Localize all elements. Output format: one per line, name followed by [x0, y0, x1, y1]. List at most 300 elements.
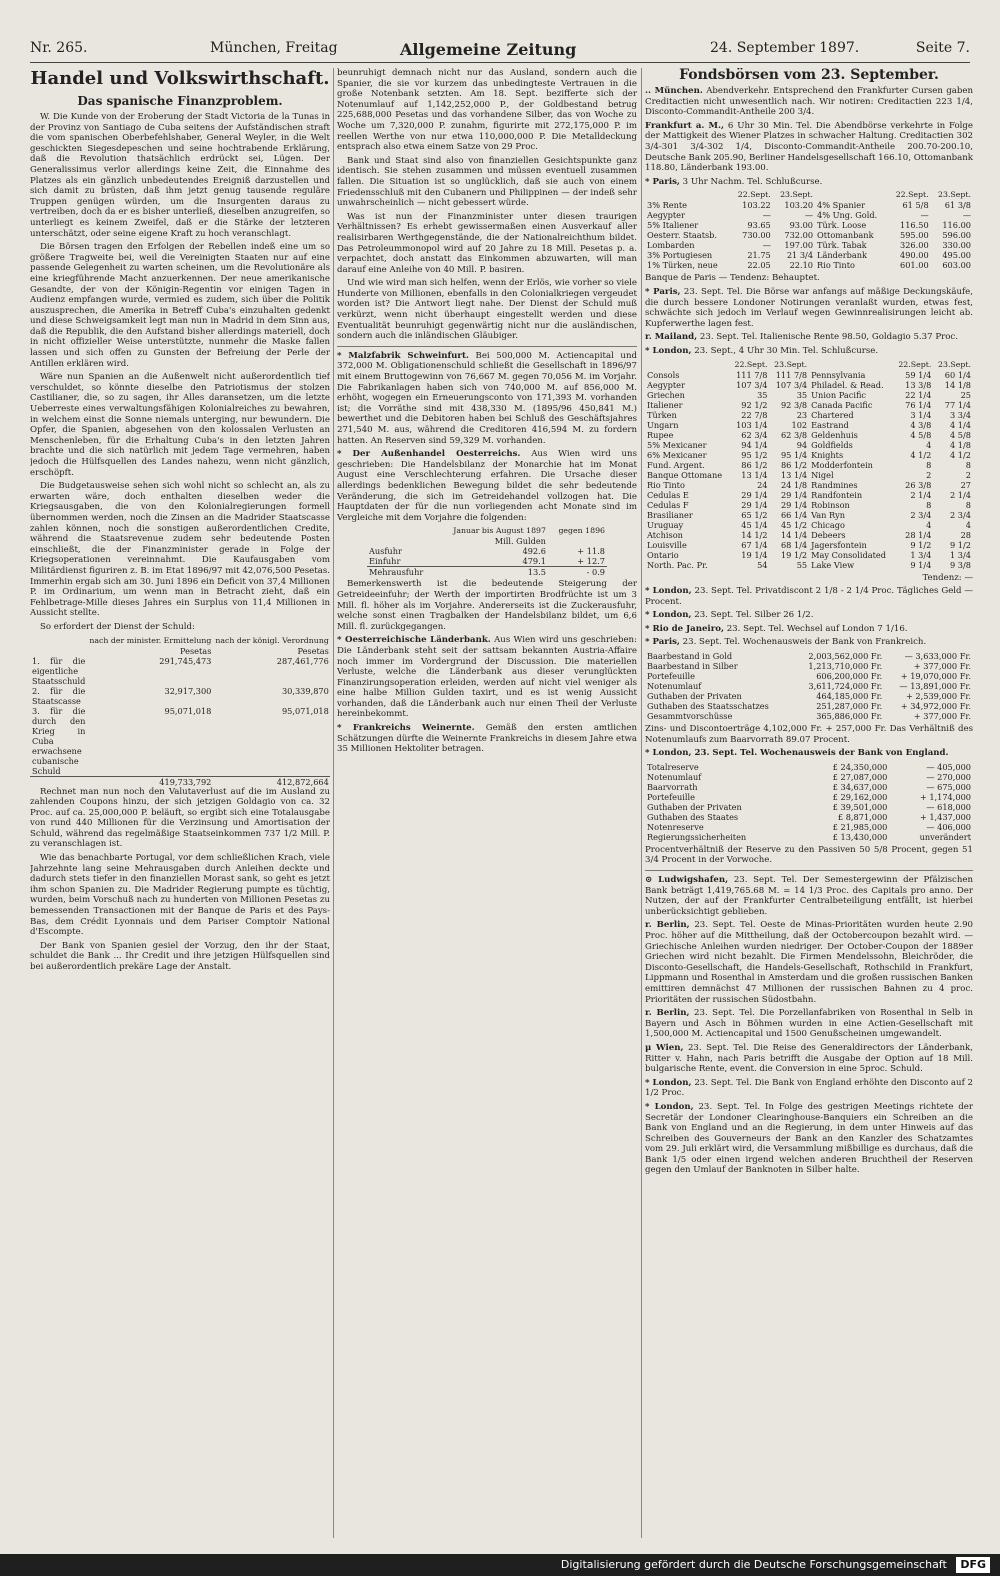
table-cell: 95 1/2	[741, 449, 768, 460]
table-cell: 22 1/4	[905, 389, 932, 400]
table-cell: 45 1/4	[741, 519, 768, 530]
market-report: * London, 23. Sept. Tel. Silber 26 1/2.	[645, 610, 814, 621]
table-cell: Türk. Loose	[817, 220, 867, 231]
table-row	[645, 772, 973, 782]
table-total: 419,733,792 412,872,664	[30, 776, 330, 787]
table-cell: 68 1/4	[780, 539, 808, 550]
table-cell: £ 24,350,000	[832, 761, 888, 772]
table-cell: Italiener	[647, 399, 683, 410]
footer-text: Digitalisierung gefördert durch die Deutsche Forschungsgemeinschaft	[560, 1558, 947, 1571]
newspaper-title: Allgemeine Zeitung	[400, 40, 577, 59]
paris-rates-table	[645, 190, 973, 270]
table-cell: 197.00	[784, 240, 814, 251]
trade-table: Januar bis August 1897 gegen 1896 Mill. Gulden Ausfuhr 492.6 + 11.8 Einfuhr 479.1 + 12.7 Mehrausfuhr 13.5 - 0.9	[369, 526, 605, 578]
table-cell: 2 3/4	[910, 509, 932, 520]
market-report: * Rio de Janeiro, 23. Sept. Tel. Wechsel auf London 7 1/16.	[645, 623, 908, 634]
table-cell: 2 1/4	[910, 489, 932, 500]
table-row: 3. für die durch den Krieg in Cuba erwachsene cubanische Schuld 95,071,018 95,071,018	[32, 705, 329, 776]
table-row	[645, 540, 973, 550]
table-row	[645, 661, 973, 671]
table-cell: —	[920, 210, 929, 221]
market-report: r. Mailand, 23. Sept. Tel. Italienische Rente 98.50, Goldagio 5.37 Proc.	[645, 332, 958, 343]
table-row	[645, 560, 973, 570]
table-row: Mehrausfuhr 13.5 - 0.9	[369, 567, 605, 578]
table-cell: Notenumlauf	[647, 681, 702, 692]
table-cell: Knights	[811, 449, 844, 460]
table-cell: 111 7/8	[736, 369, 768, 380]
table-cell: 67 1/4	[741, 539, 768, 550]
table-cell: — 405,000	[926, 761, 971, 772]
table-cell: 60 1/4	[944, 369, 971, 380]
table-cell: 8	[965, 459, 971, 470]
table-cell: + 1,437,000	[919, 811, 971, 822]
table-cell: 102	[791, 419, 808, 430]
table-cell: Länderbank	[817, 250, 867, 261]
market-report: * Paris, 23. Sept. Tel. Wochenausweis der Bank von Frankreich.	[645, 637, 927, 648]
section-title: Handel und Volkswirthschaft.	[30, 68, 330, 89]
table-cell: Gesammtvorschüsse	[647, 711, 733, 722]
market-report: r. Berlin, 23. Sept. Tel. Oeste de Minas-Prioritäten wurden heute 2.90 Proc. höher auf die Mittheilung, daß der Octobercoupon bezahlt wird. — Griechische Anleihen wurden niedriger. Der October-Coupon der 1889er Griechen wird nicht bezahlt. Die Firmen Mendelssohn, Bleichröder, die Disconto-Gesellschaft, die Handels-Gesellschaft, Rothschild in Frankfurt, Lippmann und Rosenthal in Amsterdam und die großen russischen Banken emittiren demnächst 47 Millionen der russischen Bahnen zu 4 proc. Prioritäten der russischen Südostbahn.	[645, 920, 973, 1005]
table-cell: — 13,891,000 Fr.	[899, 681, 971, 692]
table-row	[645, 410, 973, 420]
table-cell: 2	[926, 469, 932, 480]
table-cell: Guthaben der Privaten	[647, 801, 742, 812]
table-cell: 45 1/2	[780, 519, 808, 530]
table-cell: 251,287,000 Fr.	[816, 701, 883, 712]
table-cell: Cedulas E	[647, 489, 689, 500]
table-cell: 9 1/4	[910, 559, 932, 570]
table-cell: Banque Ottomane	[647, 469, 723, 480]
table-cell: 103.20	[784, 200, 814, 211]
table-cell: + 2,539,000 Fr.	[905, 691, 971, 702]
table-cell: Debeers	[811, 529, 846, 540]
table-cell: unverändert	[919, 831, 971, 842]
table-cell: Guthaben des Staates	[647, 811, 739, 822]
table-cell: £ 29,162,000	[832, 791, 888, 802]
table-cell: Ungarn	[647, 419, 679, 430]
table-cell: 4% Spanier	[817, 200, 866, 211]
paragraph: Die Budgetausweise sehen sich wohl nicht so schlecht an, als zu erwarten wäre, doch enthalten dieselben weder die Kriegsausgaben, die von den Kolonialregierungen formell übernommen werden, noch die Zinsen an die Madrider Staatscasse zahlen können, noch die sonstigen außerordentlichen Credite, während die Staatsrevenue zudem sehr bedeutende Posten einschließt, die der Finanzminister gerade in Folge der Kriegsoperationen vereinnahmt. Die Kaufausgaben vom Militärdienst figuriren z. B. im Etat 1896/97 mit 42,076,500 Pesetas. Immerhin ergab sich am 30. Juni 1896 ein Deficit von 37,4 Millionen P. im Ordinarium, um wenn man in Betracht zieht, daß ein Fehlbetrage-Mille dieses Jahres ein Surplus von 11,4 Millionen in Aussicht stellte.	[30, 481, 330, 619]
table-header: 23.Sept.	[774, 359, 808, 369]
table-row	[645, 220, 973, 230]
table-row	[645, 260, 973, 270]
city-date: München, Freitag	[210, 40, 338, 56]
header-rule	[30, 62, 970, 63]
table-cell: Union Pacific	[811, 389, 867, 400]
table-cell: Fund. Argent.	[647, 459, 705, 470]
table-cell: —	[962, 210, 971, 221]
table-cell: 595.00	[900, 230, 929, 241]
paragraph: Die Börsen tragen den Erfolgen der Rebellen indeß eine um so größere Tragweite bei, weil die Vereinigten Staaten nur auf eine passende Gelegenheit zu warten scheinen, um die Revolutionäre als eine kriegführende Macht anzuerkennen. Der neue amerikanische Gesandte, der von der Königin-Regentin vor einigen Tagen in Audienz empfangen wurde, vermied es zudem, sich über die Politik auszusprechen, die Amerika in Betreff Cuba's einzuhalten gedenkt und diese Schweigsamkeit legt man nun in Madrid in dem Sinn aus, daß die Republik, die den Aufstand bisher allerdings materiell, doch in nicht offizieller Weise unterstützte, nunmehr die Maske fallen lassen und sich offen zu Gunsten der Befreiung der Perle der Antillen erklären wird.	[30, 242, 330, 369]
article-title: Das spanische Finanzproblem.	[77, 94, 283, 108]
table-cell: Totalreserve	[647, 761, 699, 772]
table-cell: 13 1/4	[741, 469, 768, 480]
paragraph: Wäre nun Spanien an die Außenwelt nicht außerordentlich tief verschuldet, so könnte dieselbe den Patriotismus der stolzen Castilianer, die, so zu sagen, ihr Alles daransetzen, um die letzte Ueberreste eines verwaltungsfähigen Kolonialreiches zu bewahren, in welchem einst die Sonne niemals unterging, nur bewundern. Die Opfer, die Spanien, abgesehen von den kolossalen Verlusten an Menschenleben, für die Erhaltung Cuba's in den letzten Jahren brachte und die sich natürlich mit jedem Tage vermehren, haben jedoch die Hülfsquellen des Landes nahezu, wenn nicht gänzlich, erschöpft.	[30, 372, 330, 478]
table-row	[645, 380, 973, 390]
table-cell: Lake View	[811, 559, 855, 570]
column-rule	[641, 68, 642, 1538]
table-row	[645, 480, 973, 490]
paragraph: Der Bank von Spanien gesiel der Vorzug, den ihr der Staat, schuldet die Bank ... Ihr Credit und ihre jetzigen Hülfsquellen sind bei außerordentlich prekäre Lage der Anstalt.	[30, 940, 330, 972]
table-cell: Türk. Tabak	[817, 240, 867, 251]
paragraph: beunruhigt demnach nicht nur das Ausland, sondern auch die Spanier, die sie vor kurzem das unbedingteste Vertrauen in die große Notenbank setzten. Am 18. Sept. bezifferte sich der Notenumlauf auf 1,142,252,000 P., der Goldbestand betrug 225,688,000 Pesetas und das vorhandene Silber, das von Woche zu Woche um 7,320,000 P. zunahm, figurirte mit 272,175,000 P. im reellen Werthe von nur etwa 110,000,000 P. Die Metalldeckung entsprach also etwa einem Satze von 29 Proc.	[337, 68, 637, 153]
table-cell: 3% Portugiesen	[647, 250, 713, 261]
table-cell: Oesterr. Staatsb.	[647, 230, 718, 241]
stock-exchange-title: Fondsbörsen vom 23. September.	[679, 68, 939, 83]
table-cell: 77 1/4	[944, 399, 971, 410]
table-cell: Chicago	[811, 519, 845, 530]
table-cell: Uruguay	[647, 519, 684, 530]
news-note: * Frankreichs Weinernte. Gemäß den ersten amtlichen Schätzungen dürfte die Weinernte Frankreichs in diesem Jahre etwa 35 Millionen Hektoliter betragen.	[337, 723, 637, 755]
table-cell: 61 3/8	[944, 200, 971, 211]
table-row	[645, 470, 973, 480]
market-report: * Paris, 3 Uhr Nachm. Tel. Schlußcurse.	[645, 176, 823, 187]
table-cell: Guthaben der Privaten	[647, 691, 742, 702]
table-cell: 35	[796, 389, 808, 400]
table-cell: 8	[926, 499, 932, 510]
table-cell: Louisville	[647, 539, 687, 550]
table-cell: Aegypter	[647, 210, 685, 221]
table-cell: 606,200,000 Fr.	[816, 671, 883, 682]
market-report: * Paris, 23. Sept. Tel. Die Börse war anfangs auf mäßige Deckungskäufe, die durch bessere Londoner Notirungen veranlaßt wurden, etwas fest, schwächte sich jedoch im Verlauf wegen Gewinnrealisirungen leicht ab. Kupferwerthe lagen fest.	[645, 286, 973, 329]
table-cell: 464,185,000 Fr.	[816, 691, 883, 702]
table-cell: 21.75	[747, 250, 771, 261]
table-cell: 3,611,724,000 Fr.	[808, 681, 883, 692]
paragraph: Wie das benachbarte Portugal, vor dem schließlichen Krach, viele Jahrzehnte lang seine Mehrausgaben durch Anleihen deckte und dadurch stets tiefer in den finanziellen Morast sank, so geht es jetzt ihm schon Spanien zu. Die Madrider Regierung pumpte es tüchtig, wurden, beim Vorschuß nach zu hunderten von Millionen Pesetas zu bemessenden Transactionen mit der Banque de Paris et des Pays-Bas, dem Crédit Lyonnais und dem Pariser Comptoir National d'Escompte.	[30, 853, 330, 938]
table-cell: 28	[960, 529, 971, 540]
table-cell: 59 1/4	[905, 369, 932, 380]
paragraph: Was ist nun der Finanzminister unter diesen traurigen Verhältnissen? Es erhebt gewissermaßen einen Ausverkauf aller realisirbaren Werthgegenstände, die der Nationalreichthum bildet. Das Petroleummonopol wird auf 20 Jahre zu 18 Mill. Pesetas p. a. verpachtet, doch anstatt das Einkommen abzuwarten, will man darauf eine Anleihe von 40 Mill. P. basiren.	[337, 211, 637, 275]
table-row	[645, 782, 973, 792]
table-row	[645, 430, 973, 440]
table-cell: 8	[965, 499, 971, 510]
table-cell: 3 1/4	[910, 409, 932, 420]
table-cell: 22.05	[747, 260, 771, 271]
paragraph: W. Die Kunde von der Eroberung der Stadt Victoria de la Tunas in der Provinz von Santiago de Cuba seitens der Aufständischen straft die vom spanischen Oberbefehlshaber, General Weyler, in die Welt geschickten Siegesdepeschen und seine hochtrabende Erklärung, daß die Revolution thatsächlich erdrückt sei, Lügen. Der Generalissimus verlor allerdings keine Zeit, die Einnahme des Platzes als ein gänzlich unbedeutendes Ereigniß darzustellen und sich damit zu brüsten, daß ihm jetzt genug tausende reguläre Truppen genügen würden, um die Insurgenten daraus zu vertreiben, doch da er es bisher unterließ, dieselben anzugreifen, so unterliegt es keinem Zweifel, daß er die Stärke der letzteren unterschätzt, oder seine eigene Kraft zu hoch veranschlagt.	[30, 112, 330, 239]
market-report: * London, 23. Sept., 4 Uhr 30 Min. Tel. Schlußcurse.	[645, 345, 879, 356]
table-row	[645, 550, 973, 560]
table-cell: 19 1/4	[741, 549, 768, 560]
table-cell: 14 1/4	[780, 529, 808, 540]
table-cell: £ 27,087,000	[832, 771, 888, 782]
table-cell: Ontario	[647, 549, 679, 560]
table-header	[645, 190, 731, 200]
table-row	[645, 651, 973, 661]
table-cell: 14 1/2	[741, 529, 768, 540]
table-cell: 13 3/8	[905, 379, 932, 390]
news-note: * Malzfabrik Schweinfurt. Bei 500,000 M. Actiencapital und 372,000 M. Obligationenschuld schließt die Gesellschaft in 1896/97 mit einem Bruttogewinn von 76,667 M. gegen 70,056 M. im Vorjahr. Die Fabrikanlagen haben sich von 740,000 M. auf 856,000 M. erhöht, wogegen ein Erneuerungsconto von 171,393 M. vorhanden ist; die Vorräthe sind mit 438,330 M. (1895/96 450,841 M.) bewerthet und die Debitoren haben bei Schluß des Geschäftsjahres 271,540 M. aus, während die Creditoren 416,594 M. zu fordern hatten. An Reserven sind 59,329 M. vorhanden.	[337, 350, 637, 446]
table-header: nach der minister. Ermittelung	[89, 635, 212, 645]
table-cell: —	[762, 210, 771, 221]
table-note: Tendenz: —	[922, 572, 973, 583]
table-cell: Türken	[647, 409, 677, 420]
table-cell: 107 3/4	[736, 379, 768, 390]
table-cell: —	[804, 210, 814, 221]
table-header: 23.Sept.	[780, 190, 814, 200]
table-cell: — 270,000	[926, 771, 971, 782]
table-cell: 4	[926, 439, 932, 450]
table-cell: 8	[926, 459, 932, 470]
table-cell: 4 5/8	[950, 429, 971, 440]
table-cell: 2	[965, 469, 971, 480]
table-cell: Canada Pacific	[811, 399, 873, 410]
table-row: Ausfuhr 492.6 + 11.8	[369, 546, 605, 557]
table-header	[30, 636, 87, 646]
table-cell: Jagersfontein	[811, 539, 867, 550]
table-row	[645, 792, 973, 802]
table-row: 1. für die eigentliche Staatsschuld 291,745,473 287,461,776	[32, 655, 329, 686]
table-cell: Lombarden	[647, 240, 695, 251]
table-cell: 1 3/4	[910, 549, 932, 560]
table-cell: 86 1/2	[741, 459, 768, 470]
table-row	[645, 210, 973, 220]
table-cell: 103.22	[742, 200, 771, 211]
table-cell: 1% Türken, neue	[647, 260, 718, 271]
table-row	[645, 832, 973, 842]
table-cell: 92 1/2	[741, 399, 768, 410]
news-note: * Oesterreichische Länderbank. Aus Wien wird uns geschrieben: Die Länderbank steht seit der sattsam bekannten Austria-Affaire noch immer im Vordergrund der Discussion. Die materiellen Verluste, welche die Länderbank aus dieser verunglückten Finanzirungsoperation erleiden, werden auf nicht viel weniger als eine halbe Million Gulden taxirt, und es ist wenig Aussicht vorhanden, daß die Länderbank auch nur einen Theil der Verluste hereinbekommt.	[337, 635, 637, 720]
table-cell: 732.00	[784, 230, 814, 241]
table-cell: Geldenhuis	[811, 429, 858, 440]
table-cell: 730.00	[742, 230, 771, 241]
table-note: Zins- und Discontoerträge 4,102,000 Fr. + 257,000 Fr. Das Verhältniß des Notenumlaufs zum Baarvorrath 89.07 Procent.	[645, 724, 973, 745]
table-cell: 4 5/8	[910, 429, 932, 440]
table-cell: 2 1/4	[950, 489, 971, 500]
table-row	[645, 400, 973, 410]
table-cell: 27	[960, 479, 971, 490]
table-cell: 24	[757, 479, 768, 490]
table-cell: + 1,174,000	[919, 791, 971, 802]
table-unit: Pesetas	[297, 645, 329, 656]
news-note: * Der Außenhandel Oesterreichs. Aus Wien wird uns geschrieben: Die Handelsbilanz der Monarchie hat im Monat August eine Verschlechterung erfahren. Die Ursache dieser allerdings bedenklichen Bewegung bildet die sehr bedeutende Veränderung, die sich im Getreidehandel vollzogen hat. Die Hauptdaten der für die nun vorliegenden acht Monate sind im Vergleiche mit dem Vorjahre die folgenden:	[337, 449, 637, 523]
table-cell: 28 1/4	[905, 529, 932, 540]
table-cell: 4 3/8	[910, 419, 932, 430]
table-cell: 23	[796, 409, 808, 420]
table-cell: 330.00	[942, 240, 971, 251]
table-note: Banque de Paris — Tendenz: Behauptet.	[645, 273, 820, 284]
table-cell: 2 3/4	[950, 509, 971, 520]
table-row	[645, 230, 973, 240]
table-header	[815, 190, 888, 200]
table-cell: 603.00	[942, 260, 971, 271]
table-cell: £ 13,430,000	[832, 831, 888, 842]
table-cell: Notenreserve	[647, 821, 704, 832]
page-label: Seite 7.	[915, 40, 970, 56]
table-cell: 54	[757, 559, 768, 570]
table-cell: 1 3/4	[950, 549, 971, 560]
table-cell: Modderfontein	[811, 459, 873, 470]
table-cell: 601.00	[900, 260, 929, 271]
table-cell: Baarbestand in Silber	[647, 661, 738, 672]
column-2	[337, 68, 637, 1538]
table-cell: Chartered	[811, 409, 854, 420]
table-cell: 62 3/4	[741, 429, 768, 440]
bank-england-title: * London, 23. Sept. Tel. Wochenausweis der Bank von England.	[645, 748, 949, 759]
column-3	[645, 68, 973, 1538]
separator	[337, 346, 637, 347]
table-cell: Nigel	[811, 469, 834, 480]
table-cell: 86 1/2	[780, 459, 808, 470]
table-cell: 19 1/2	[780, 549, 808, 560]
table-cell: Cedulas F	[647, 499, 689, 510]
london-rates-table	[645, 360, 973, 570]
bank-england-table	[645, 762, 973, 842]
table-cell: 116.00	[942, 220, 971, 231]
table-cell: Portefeuille	[647, 671, 696, 682]
table-cell: Ottomanbank	[817, 230, 874, 241]
table-cell: + 377,000 Fr.	[913, 711, 971, 722]
table-cell: £ 8,871,000	[837, 811, 888, 822]
table-cell: 29 1/4	[780, 499, 808, 510]
table-cell: — 618,000	[926, 801, 971, 812]
table-cell: + 19,070,000 Fr.	[900, 671, 971, 682]
table-cell: 4 1/8	[950, 439, 971, 450]
table-cell: Rio Tinto	[817, 260, 855, 271]
table-cell: Goldfields	[811, 439, 853, 450]
table-header: 22.Sept.	[734, 359, 768, 369]
table-cell: 22.10	[789, 260, 814, 271]
table-cell: 95 1/4	[780, 449, 808, 460]
table-cell: Guthaben des Staatsschatzes	[647, 701, 769, 712]
table-cell: 29 1/4	[741, 489, 768, 500]
table-cell: 61 5/8	[902, 200, 929, 211]
table-row	[645, 420, 973, 430]
table-cell: 94	[796, 439, 808, 450]
table-row	[645, 691, 973, 701]
table-row	[645, 762, 973, 772]
table-header	[645, 360, 730, 370]
table-row	[645, 711, 973, 721]
table-cell: Van Ryn	[811, 509, 845, 520]
market-report: * London, 23. Sept. Tel. In Folge des gestrigen Meetings richtete der Secretär der Londoner Clearinghouse-Banquiers ein Schreiben an die Bank von England und an die Regierung, in dem unter Hinweis auf das Schreiben des Gouverneurs der Bank an den Kanzler des Schatzamtes vom 29. Juli erklärt wird, die Versammlung mißbillige es durchaus, daß die Bank 1/5 oder einen irgend welchen anderen Bruchtheil der Reserven gegen den Umlauf der Banknoten in Silber halte.	[645, 1101, 973, 1176]
issue-date: 24. September 1897.	[710, 40, 860, 56]
table-cell: 365,886,000 Fr.	[816, 711, 883, 722]
table-cell: 13 1/4	[780, 469, 808, 480]
table-cell: £ 39,501,000	[832, 801, 888, 812]
table-cell: 9 3/8	[950, 559, 971, 570]
table-cell: 35	[757, 389, 768, 400]
table-cell: — 675,000	[926, 781, 971, 792]
table-row	[645, 701, 973, 711]
table-cell: Robinson	[811, 499, 850, 510]
table-row	[645, 802, 973, 812]
table-cell: 55	[796, 559, 808, 570]
table-cell: Pennsylvania	[811, 369, 866, 380]
table-cell: Eastrand	[811, 419, 849, 430]
table-cell: Baarbestand in Gold	[647, 651, 733, 662]
paragraph: Und wie wird man sich helfen, wenn der Erlös, wie vorher so viele Hunderte von Millionen, ebenfalls in den Colonialkriegen vergeudet worden ist? Die Antwort liegt nahe. Der Dienst der Schuld muß verkürzt, wenn nicht überhaupt eingestellt werden und diese Eventualität beunruhigt gegenwärtig nicht nur die ausländischen, sondern auch die inländischen Gläubiger.	[337, 278, 637, 342]
table-cell: 495.00	[942, 250, 971, 261]
table-cell: Randmines	[811, 479, 858, 490]
table-row	[645, 671, 973, 681]
table-unit: Pesetas	[179, 645, 212, 656]
table-cell: 29 1/4	[741, 499, 768, 510]
market-report: r. Berlin, 23. Sept. Tel. Die Porzellanfabriken von Rosenthal in Selb in Bayern und Asch in Böhmen wurden in eine Actien-Gesellschaft mit 1,500,000 M. Actiencapital und 1500 Genußscheinen umgewandelt.	[645, 1008, 973, 1040]
table-header: 23.Sept.	[938, 359, 971, 369]
table-row	[645, 500, 973, 510]
table-cell: 3% Rente	[647, 200, 688, 211]
table-row	[645, 490, 973, 500]
table-header: 22.Sept.	[895, 190, 929, 200]
table-cell: 6% Mexicaner	[647, 449, 707, 460]
market-report: * London, 23. Sept. Tel. Die Bank von England erhöhte den Disconto auf 2 1/2 Proc.	[645, 1077, 973, 1099]
table-cell: Griechen	[647, 389, 685, 400]
table-cell: 93.00	[789, 220, 814, 231]
table-cell: Atchison	[647, 529, 683, 540]
paragraph: Rechnet man nun noch den Valutaverlust auf die im Ausland zu zahlenden Coupons hinzu, der sich jetzigen Goldagio von ca. 32 Proc. auf ca. 25,000,000 P. beläuft, so ergibt sich eine Totalausgabe von rund 440 Millionen für die Verzinsung und Amortisation der Schuld, während das regelmäßige Staatseinkommen 737 1/2 Mill. P. zu veranschlagen ist.	[30, 786, 330, 850]
table-cell: 326.00	[900, 240, 929, 251]
table-cell: 2,003,562,000 Fr.	[808, 651, 883, 662]
table-header	[809, 360, 894, 370]
table-cell: 22 7/8	[741, 409, 768, 420]
table-cell: Philadel. & Read.	[811, 379, 884, 390]
table-cell: Baarvorrath	[647, 781, 698, 792]
table-cell: 92 3/8	[780, 399, 808, 410]
table-cell: 107 3/4	[775, 379, 808, 390]
table-cell: Rupee	[647, 429, 674, 440]
table-cell: 5% Mexicaner	[647, 439, 707, 450]
table-cell: 4 1/4	[950, 419, 971, 430]
market-report: .. München. Abendverkehr. Entsprechend den Frankfurter Cursen gaben Creditactien nicht unwesentlich nach. Wir notiren: Creditactien 223 1/4, Disconto-Commandit-Antheile 200 3/4.	[645, 86, 973, 118]
table-cell: 26 3/8	[905, 479, 932, 490]
table-cell: 93.65	[747, 220, 771, 231]
table-cell: 29 1/4	[780, 489, 808, 500]
paragraph: Bemerkenswerth ist die bedeutende Steigerung der Getreideeinfuhr; der Werth der importirten Brodfrüchte ist um 3 Mill. fl. höher als im Vorjahre. Andererseits ist die Zuckerausfuhr, welche sonst einen Tragbalken der Handelsbilanz bildet, um 6,6 Mill. fl. zurückgegangen.	[337, 579, 637, 632]
table-header: 22.Sept.	[737, 190, 771, 200]
table-cell: 4 1/2	[910, 449, 932, 460]
table-row	[645, 200, 973, 210]
table-row	[645, 520, 973, 530]
table-cell: + 34,972,000 Fr.	[900, 701, 971, 712]
table-row	[645, 812, 973, 822]
paragraph: Bank und Staat sind also von finanziellen Gesichtspunkte ganz identisch. Sie stehen zusammen und müssen eventuell zusammen fallen. Die Situation ist so unglücklich, daß sie auch von einem Friedensschluß mit den Cubanern und Philippinen — der indeß sehr unwahrscheinlich — nicht gebessert würde.	[337, 155, 637, 209]
table-row	[645, 240, 973, 250]
table-cell: £ 34,637,000	[832, 781, 888, 792]
table-row	[645, 822, 973, 832]
table-cell: Brasilianer	[647, 509, 693, 520]
table-cell: 3 3/4	[950, 409, 971, 420]
table-header: nach der königl. Verordnung	[215, 635, 329, 645]
table-cell: 25	[960, 389, 971, 400]
table-cell: 116.50	[900, 220, 929, 231]
table-cell: 21 3/4	[786, 250, 814, 261]
table-cell: 94 1/4	[741, 439, 768, 450]
table-row	[645, 390, 973, 400]
debt-table	[30, 636, 330, 787]
table-cell: 9 1/2	[950, 539, 971, 550]
table-header: 22.Sept.	[898, 359, 932, 369]
separator	[645, 870, 973, 871]
market-report: * London, 23. Sept. Tel. Privatdiscont 2 1/8 - 2 1/4 Proc. Tägliches Geld — Procent.	[645, 586, 973, 607]
page-number: Nr. 265.	[30, 40, 88, 56]
table-cell: 490.00	[900, 250, 929, 261]
table-cell: 4 1/2	[950, 449, 971, 460]
table-cell: 4% Ung. Gold.	[817, 210, 878, 221]
market-report: ⊙ Ludwigshafen, 23. Sept. Tel. Der Semestergewinn der Pfälzischen Bank beträgt 1,419,765.68 M. = 14 1/3 Proc. des Capitals pro anno. Der Nutzen, der auf der Frankfurter Centralbeteiligung entfällt, ist hierbei unberücksichtigt geblieben.	[645, 875, 973, 917]
table-cell: + 377,000 Fr.	[913, 661, 971, 672]
page-header	[30, 40, 970, 62]
table-row	[645, 681, 973, 691]
table-note: Procentverhältniß der Reserve zu den Passiven 50 5/8 Procent, gegen 51 3/4 Procent in der Vorwoche.	[645, 844, 973, 866]
table-row	[645, 370, 973, 380]
table-row: 2. für die Staatscasse 32,917,300 30,339,870	[32, 685, 329, 706]
table-row: Einfuhr 479.1 + 12.7	[369, 556, 605, 567]
table-cell: 111 7/8	[775, 369, 808, 380]
market-report: Frankfurt a. M., 6 Uhr 30 Min. Tel. Die Abendbörse verkehrte in Folge der Mattigkeit des Wiener Platzes in schwacher Haltung. Creditactien 302 3/4-301 3/4-302 1/4, Disconto-Commandit-Antheile 200.70-200.10, Deutsche Bank 205.90, Berliner Handelsgesellschaft 166.10, Ottomanbank 118.80, Länderbank 193.00.	[645, 120, 973, 174]
digitization-footer	[0, 1554, 1000, 1576]
table-cell: North. Pac. Pr.	[647, 559, 708, 570]
table-cell: Notenumlauf	[647, 771, 702, 782]
